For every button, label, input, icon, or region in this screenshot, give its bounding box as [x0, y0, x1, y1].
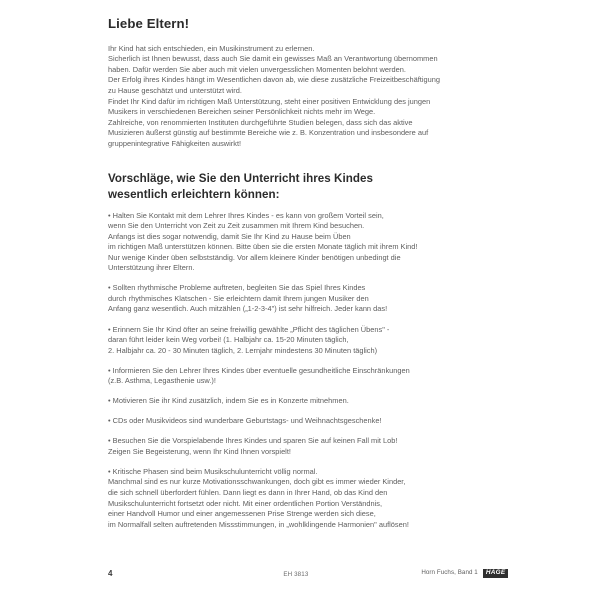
- intro-line: haben. Dafür werden Sie aber auch mit vielen unvergesslichen Momenten belohnt werden.: [108, 64, 406, 74]
- section-title-line-1: Vorschläge, wie Sie den Unterricht ihres Kindes: [108, 172, 374, 186]
- suggestion-line: Unterstützung ihrer Eltern.: [108, 263, 195, 273]
- edition-code: EH 3813: [283, 570, 309, 578]
- suggestion-line: Anfang ganz wesentlich. Auch mitzählen („1-2-3-4") ist sehr hilfreich. Jeder kann das!: [108, 304, 388, 314]
- suggestion-item: [108, 366, 500, 387]
- intro-line: Findet Ihr Kind dafür im richtigen Maß Unterstützung, steht einer positiven Entwicklung des jungen: [108, 96, 431, 106]
- intro-line: Der Erfolg ihres Kindes hängt im Wesentlichen davon ab, wie diese zusätzliche Freizeitbeschäftigung: [108, 75, 440, 85]
- suggestion-line: im Normalfall selten auftretenden Missstimmungen, in „wohlklingende Harmonien" auflösen!: [108, 519, 409, 529]
- intro-line: Sicherlich ist Ihnen bewusst, dass auch Sie damit ein gewisses Maß an Verantwortung übernommen: [108, 54, 438, 64]
- suggestion-line: durch rhythmisches Klatschen - Sie erleichtern damit Ihrem jungen Musiker den: [108, 293, 369, 303]
- suggestion-item: [108, 436, 500, 457]
- suggestion-item: [108, 396, 500, 407]
- suggestion-line: • Erinnern Sie Ihr Kind öfter an seine freiwillig gewählte „Pflicht des täglichen Übens" -: [108, 325, 500, 336]
- suggestion-line: • Halten Sie Kontakt mit dem Lehrer Ihres Kindes - es kann von großem Vorteil sein,: [108, 211, 500, 222]
- intro-line: Musikers in verschiedenen Bereichen seiner Persönlichkeit nichts mehr im Wege.: [108, 107, 376, 117]
- suggestion-line: (z.B. Asthma, Legasthenie usw.)!: [108, 376, 216, 386]
- section-title: [108, 171, 500, 202]
- intro-line: Musizieren äußerst günstig auf bestimmte Bereiche wie z. B. Konzentration und insbesondere auf: [108, 128, 429, 138]
- suggestion-item: [108, 467, 500, 530]
- page-title: Liebe Eltern!: [108, 16, 190, 31]
- suggestion-item: [108, 325, 500, 357]
- suggestion-line: • Kritische Phasen sind beim Musikschulunterricht völlig normal.: [108, 467, 500, 478]
- suggestion-line: einer Handvoll Humor und einer angemessenen Prise Strenge werden sich diese,: [108, 509, 376, 519]
- hage-logo: HAGE: [483, 569, 508, 578]
- section-title-line-2: wesentlich erleichtern können:: [108, 187, 280, 201]
- intro-paragraph: [108, 44, 500, 149]
- page-footer: [108, 569, 508, 578]
- section-spacer: [108, 149, 500, 171]
- suggestion-line: wenn Sie den Unterricht von Zeit zu Zeit zusammen mit Ihrem Kind besuchen.: [108, 221, 365, 231]
- suggestion-line: im richtigen Maß unterstützen können. Bitte üben sie die ersten Monate täglich mit ihrem Kind!: [108, 242, 418, 252]
- suggestion-line: daran führt leider kein Weg vorbei! (1. Halbjahr ca. 15-20 Minuten täglich,: [108, 335, 349, 345]
- suggestion-line: die sich schnell überfordert fühlen. Dann liegt es dann in Ihrer Hand, ob das Kind den: [108, 488, 388, 498]
- page-number: 4: [108, 569, 113, 578]
- suggestion-line: • Motivieren Sie ihr Kind zusätzlich, indem Sie es in Konzerte mitnehmen.: [108, 396, 500, 407]
- suggestion-line: Nur wenige Kinder üben selbstständig. Vor allem kleinere Kinder benötigen unbedingt die: [108, 252, 401, 262]
- suggestion-line: • Sollten rhythmische Probleme auftreten, begleiten Sie das Spiel Ihres Kindes: [108, 283, 500, 294]
- intro-line: zu Hause geschätzt und unterstützt wird.: [108, 86, 242, 96]
- suggestion-line: Manchmal sind es nur kurze Motivationsschwankungen, doch gibt es immer wieder Kinder,: [108, 477, 406, 487]
- footer-publisher-group: [421, 569, 508, 578]
- page-content: [108, 16, 500, 530]
- suggestion-item: [108, 283, 500, 315]
- intro-line: Ihr Kind hat sich entschieden, ein Musikinstrument zu erlernen.: [108, 43, 315, 53]
- suggestion-item: [108, 416, 500, 427]
- suggestion-item: [108, 211, 500, 274]
- suggestion-line: Zeigen Sie Begeisterung, wenn Ihr Kind Ihnen vorspielt!: [108, 446, 291, 456]
- suggestion-line: Musikschulunterricht fortsetzt oder nicht. Mit einer ordentlichen Portion Verständnis,: [108, 498, 383, 508]
- suggestion-line: • CDs oder Musikvideos sind wunderbare Geburtstags- und Weihnachtsgeschenke!: [108, 416, 500, 427]
- intro-line: gruppenintegrative Fähigkeiten auswirkt!: [108, 138, 242, 148]
- suggestion-line: Anfangs ist dies sogar notwendig, damit Sie Ihr Kind zu Hause beim Üben: [108, 231, 351, 241]
- suggestion-line: 2. Halbjahr ca. 20 - 30 Minuten täglich, 2. Lernjahr mindestens 30 Minuten täglich): [108, 345, 378, 355]
- suggestion-line: • Besuchen Sie die Vorspielabende Ihres Kindes und sparen Sie auf keinen Fall mit Lob!: [108, 436, 500, 447]
- intro-line: Zahlreiche, von renommierten Instituten durchgeführte Studien belegen, dass sich das aktive: [108, 117, 413, 127]
- suggestion-line: • Informieren Sie den Lehrer Ihres Kindes über eventuelle gesundheitliche Einschränkungen: [108, 366, 500, 377]
- title-reference: Horn Fuchs, Band 1: [421, 569, 478, 577]
